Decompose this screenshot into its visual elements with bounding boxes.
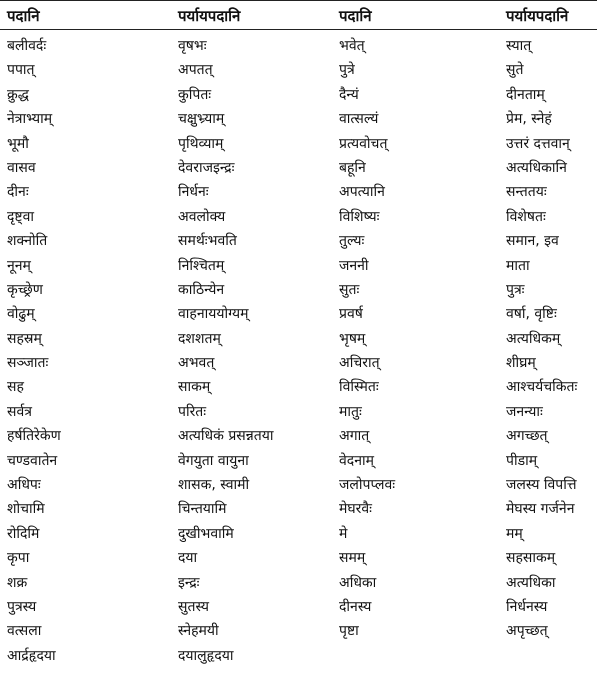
synonym-cell: परितः [178,403,207,420]
synonym-cell: विशेषतः [506,208,546,225]
word-cell: चण्डवातेन [7,452,58,469]
word-cell: वात्सल्यं [339,111,379,128]
synonym-cell: शासक, स्वामी [178,477,250,494]
word-cell: दृष्ट्वा [7,208,35,225]
word-cell: भृषम् [339,330,366,347]
table-row [0,229,597,253]
synonym-cell: काठिन्येन [178,281,225,298]
synonym-cell: उत्तरं दत्तवान् [506,135,570,152]
word-cell: विस्मितः [339,379,379,396]
word-cell: मे [339,525,348,542]
table-row [0,58,597,82]
table-row [0,83,597,107]
synonym-cell: अत्यधिकं प्रसन्नतया [178,428,274,445]
synonym-cell: दशशतम् [178,330,221,347]
synonym-cell: वर्षा, वृष्टिः [506,306,557,323]
header-words-2: पदानि [339,7,372,25]
synonym-cell: समर्थःभवति [178,233,237,250]
word-cell: अधिका [339,574,377,591]
word-cell: अगात् [339,428,370,445]
word-cell: प्रवर्ष [339,306,363,323]
table-row [0,449,597,473]
table-row [0,400,597,424]
table-row [0,546,597,570]
word-cell: अपत्यानि [339,184,385,201]
synonym-cell: जनन्याः [506,403,543,420]
word-cell: जलोपप्लवः [339,477,396,494]
synonym-cell: देवराजइन्द्रः [178,159,235,176]
synonym-cell: वाहनाययोग्यम् [178,306,249,323]
synonym-cell: चिन्तयामि [178,501,227,518]
synonym-cell: शीघ्रम् [506,355,536,372]
synonym-cell: चक्षुभ्र्याम् [178,111,225,128]
table-row [0,132,597,156]
word-cell: मेघरवैः [339,501,372,518]
word-cell: भवेत् [339,38,365,54]
table-row [0,619,597,643]
synonym-cell: इन्द्रः [178,574,200,591]
word-cell: नेत्राभ्याम् [7,111,53,128]
word-cell: क्रुद्ध [7,86,29,103]
table-row [0,107,597,131]
word-cell: नूनम् [7,257,31,274]
word-cell: शक्नोति [7,233,48,250]
synonym-cell: दुखीभवामि [178,525,234,542]
table-row [0,595,597,619]
table-body [0,34,597,668]
synonym-cell: माता [506,257,530,274]
word-cell: अधिपः [7,477,41,494]
synonym-cell: निर्धनः [178,184,209,201]
word-cell: सञ्जातः [7,355,49,372]
synonym-cell: अत्यधिकम् [506,330,561,347]
synonym-cell: निश्चितम् [178,257,225,274]
synonym-cell: साकम् [178,379,211,396]
table-row [0,278,597,302]
synonym-cell: दया [178,550,198,567]
table-row [0,327,597,351]
synonym-cell: अपतत् [178,62,213,79]
word-cell: वत्सला [7,623,42,640]
synonym-cell: पुत्रः [506,281,525,298]
synonym-cell: अत्यधिकानि [506,159,567,176]
word-cell: सुतः [339,281,360,298]
synonym-cell: अभवत् [178,355,215,372]
synonym-cell: अवलोक्य [178,208,226,225]
synonym-cell: सुतस्य [178,598,210,615]
synonym-cell: समान, इव [506,233,559,250]
word-cell: सहस्रम् [7,330,42,347]
word-cell: प्रत्यवोचत् [339,135,388,152]
word-cell: पपात् [7,62,35,79]
synonym-cell: वृषभः [178,38,207,54]
word-cell: आर्द्रहृदया [7,647,56,664]
word-cell: बलीवर्दः [7,38,47,54]
table-row [0,180,597,204]
synonym-cell: मेघस्य गर्जनेन [506,501,575,518]
synonym-cell: जलस्य विपत्ति [506,477,577,494]
synonym-cell: पृथिव्याम् [178,135,224,152]
table-row [0,644,597,668]
synonym-cell: सहसाकम् [506,550,556,567]
header-synonyms-1: पर्यायपदानि [178,7,241,25]
synonym-cell: प्रेम, स्नेहं [506,111,552,128]
table-row [0,302,597,326]
word-cell: पृष्टा [339,623,359,640]
word-cell: विशिष्यः [339,208,380,225]
word-cell: पुत्रस्य [7,598,37,615]
word-cell: वेदनाम् [339,452,374,469]
table-row [0,522,597,546]
synonym-cell: निर्धनस्य [506,598,548,615]
word-cell: वासव [7,159,36,176]
word-cell: कृपा [7,550,30,567]
table-row [0,473,597,497]
word-cell: मातुः [339,403,362,420]
table-row [0,34,597,58]
word-cell: समम् [339,550,366,567]
table-row [0,375,597,399]
synonym-cell: आश्चर्यचकितः [506,379,578,396]
table-row [0,156,597,180]
header-words-1: पदानि [7,7,40,25]
header-synonyms-2: पर्यायपदानि [506,7,569,25]
word-cell: जननी [339,257,369,274]
synonym-cell: स्यात् [506,38,532,54]
synonym-cell: दीनताम् [506,86,545,103]
word-cell: दैन्यं [339,86,359,103]
synonym-cell: पीडाम् [506,452,538,469]
synonym-cell: वेगयुता वायुना [178,452,249,469]
table-row [0,351,597,375]
table-row [0,254,597,278]
word-cell: वोढुम् [7,306,35,323]
word-cell: दीनः [7,184,29,201]
word-cell: कृच्छ्रेण [7,281,43,298]
word-cell: भूमौ [7,135,29,152]
word-cell: शोचामि [7,501,45,518]
synonym-cell: अपृच्छत् [506,623,548,640]
word-cell: दीनस्य [339,598,372,615]
table-row [0,424,597,448]
table-row [0,571,597,595]
synonym-cell: अत्यधिका [506,574,556,591]
table-row [0,497,597,521]
word-cell: सर्वत्र [7,403,32,420]
word-cell: सह [7,379,24,396]
word-cell: हर्षतिरेकेण [7,428,61,445]
word-cell: बहूनि [339,159,366,176]
word-cell: पुत्रे [339,62,355,79]
synonym-cell: सन्ततयः [506,184,547,201]
synonym-cell: दयालुहृदया [178,647,234,664]
table-header [0,0,597,30]
word-cell: तुल्यः [339,233,365,250]
word-cell: शक्र [7,574,28,591]
synonym-cell: मम् [506,525,523,542]
synonym-cell: सुते [506,62,524,79]
word-cell: रोदिमि [7,525,40,542]
synonym-cell: स्नेहमयी [178,623,219,640]
word-cell: अचिरात् [339,355,380,372]
synonym-cell: अगच्छत् [506,428,548,445]
table-row [0,205,597,229]
synonym-cell: कुपितः [178,86,212,103]
